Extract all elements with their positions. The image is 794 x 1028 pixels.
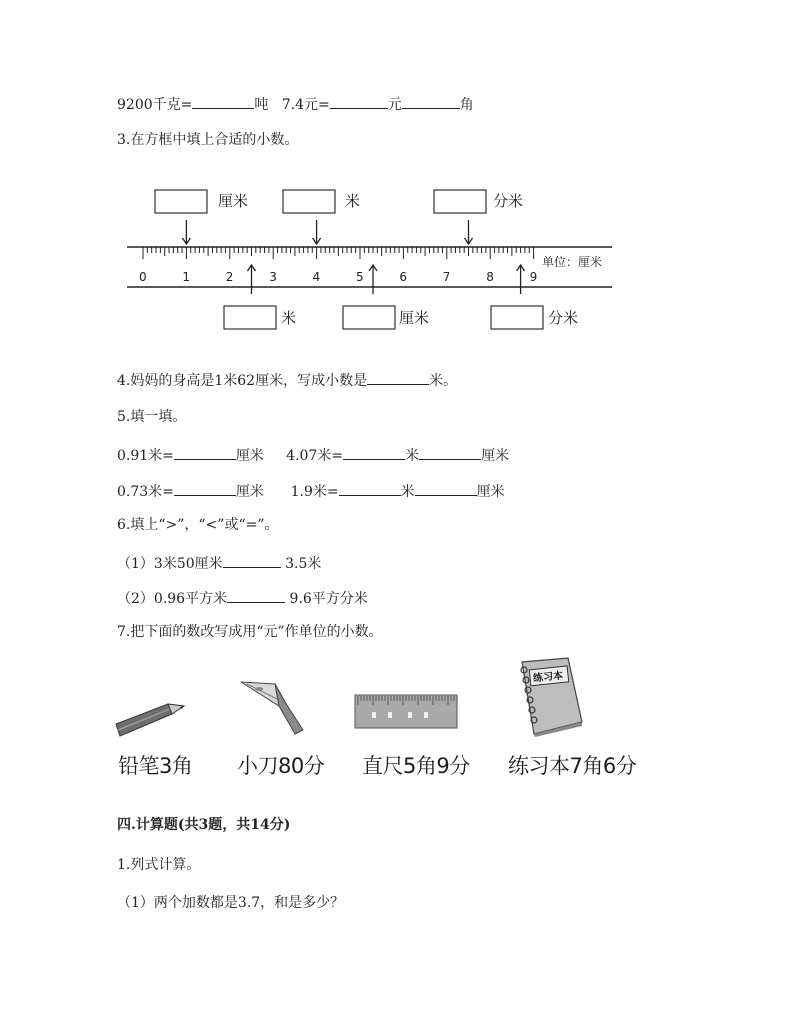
q5-r2a-unit: 厘米 [235, 484, 264, 500]
knife-image [235, 672, 310, 738]
ruler-tick-label: 3 [269, 270, 277, 284]
q2-a-unit: 吨 [254, 97, 269, 113]
answer-blank[interactable] [174, 445, 236, 460]
ruler-tick-label: 2 [225, 270, 234, 284]
ruler-tick-label: 6 [399, 270, 408, 284]
answer-blank[interactable] [367, 370, 429, 385]
answer-box[interactable] [343, 306, 395, 329]
answer-box[interactable] [491, 306, 543, 329]
bottom-box-2-unit: 厘米 [399, 309, 430, 327]
up-pointer-arrow [517, 265, 525, 294]
ruler-tick-label: 0 [139, 270, 147, 284]
answer-blank[interactable] [223, 553, 281, 568]
conversion-row-top [117, 94, 474, 114]
section-4-title: 四.计算题(共3题，共14分) [117, 817, 291, 833]
answer-box[interactable] [434, 190, 486, 213]
ruler-ticks [143, 247, 534, 259]
top-box-1-unit: 厘米 [218, 192, 249, 210]
q5-r2b-label: 1.9米= [290, 484, 339, 500]
q5-r1b-unit1: 米 [405, 448, 420, 464]
q5-r2b-unit2: 厘米 [476, 484, 505, 500]
q5-r1b-label: 4.07米= [286, 448, 344, 464]
question-5-title: 5.填一填。 [117, 409, 187, 425]
q2-b-unit2: 角 [459, 97, 474, 113]
straightedge-image [354, 694, 458, 730]
answer-blank[interactable] [415, 481, 477, 496]
answer-box[interactable] [224, 306, 276, 329]
answer-blank[interactable] [227, 588, 285, 603]
ruler-tick-label: 7 [442, 270, 451, 284]
ruler-figure [120, 182, 620, 342]
q5-r1b-unit2: 厘米 [481, 448, 510, 464]
ruler-tick-label: 9 [529, 270, 538, 284]
q5-r1a-unit: 厘米 [235, 448, 264, 464]
q6-item1-right: 3.5米 [285, 556, 322, 572]
notebook-cover-label: 练习本 [532, 670, 564, 685]
question-6-item-1 [117, 553, 321, 573]
question-4 [117, 370, 457, 390]
calc-question-1-item-1: （1）两个加数都是3.7，和是多少？ [117, 895, 345, 911]
q6-item2-left: （2）0.96平方米 [117, 591, 228, 607]
top-box-3-unit: 分米 [493, 192, 524, 210]
item-caption-notebook: 练习本7角6分 [508, 754, 637, 778]
q4-text: 4.妈妈的身高是1米62厘米，写成小数是 [117, 373, 368, 389]
up-pointer-arrow [369, 265, 377, 294]
q4-unit: 米。 [429, 373, 458, 389]
answer-blank[interactable] [330, 94, 388, 109]
answer-blank[interactable] [339, 481, 401, 496]
top-box-2-unit: 米 [345, 192, 361, 210]
question-6-title: 6.填上“>”，“<”或“=”。 [117, 517, 279, 533]
down-pointer-arrow [313, 220, 321, 244]
answer-blank[interactable] [174, 481, 236, 496]
answer-blank[interactable] [343, 445, 405, 460]
calc-question-1-title: 1.列式计算。 [117, 857, 201, 873]
ruler-tick-label: 4 [312, 270, 321, 284]
answer-blank[interactable] [419, 445, 481, 460]
question-5-row-2 [117, 481, 505, 501]
up-pointer-arrow [248, 265, 256, 294]
q5-r1a-label: 0.91米= [117, 448, 174, 464]
q2-a-label: 9200千克= [117, 97, 193, 113]
q2-b-unit1: 元 [387, 97, 402, 113]
q6-item2-right: 9.6平方分米 [289, 591, 368, 607]
ruler-unit-label: 单位：厘米 [542, 255, 603, 269]
q2-b-label: 7.4元= [281, 97, 330, 113]
q5-r2b-unit1: 米 [400, 484, 415, 500]
ruler-tick-labels [139, 270, 537, 284]
answer-blank[interactable] [192, 94, 254, 109]
bottom-box-3-unit: 分米 [548, 309, 579, 327]
bottom-box-1-unit: 米 [281, 309, 297, 327]
answer-blank[interactable] [402, 94, 460, 109]
notebook-image [508, 656, 586, 738]
down-pointer-arrow [182, 220, 190, 244]
item-caption-ruler: 直尺5角9分 [362, 754, 470, 778]
question-7-title: 7.把下面的数改写成用“元”作单位的小数。 [117, 624, 383, 640]
answer-box[interactable] [283, 190, 335, 213]
pencil-image [112, 690, 192, 740]
ruler-tick-label: 8 [486, 270, 494, 284]
down-pointer-arrow [465, 220, 473, 244]
item-caption-pencil: 铅笔3角 [118, 754, 193, 778]
item-caption-knife: 小刀80分 [237, 754, 325, 778]
question-3-title: 3.在方框中填上合适的小数。 [117, 132, 299, 148]
question-5-row-1 [117, 445, 509, 465]
answer-box[interactable] [155, 190, 207, 213]
q5-r2a-label: 0.73米= [117, 484, 174, 500]
ruler-tick-label: 1 [182, 270, 191, 284]
ruler-tick-label: 5 [356, 270, 364, 284]
pointer-arrows [182, 220, 524, 294]
q6-item1-left: （1）3米50厘米 [117, 556, 223, 572]
question-6-item-2 [117, 588, 368, 608]
